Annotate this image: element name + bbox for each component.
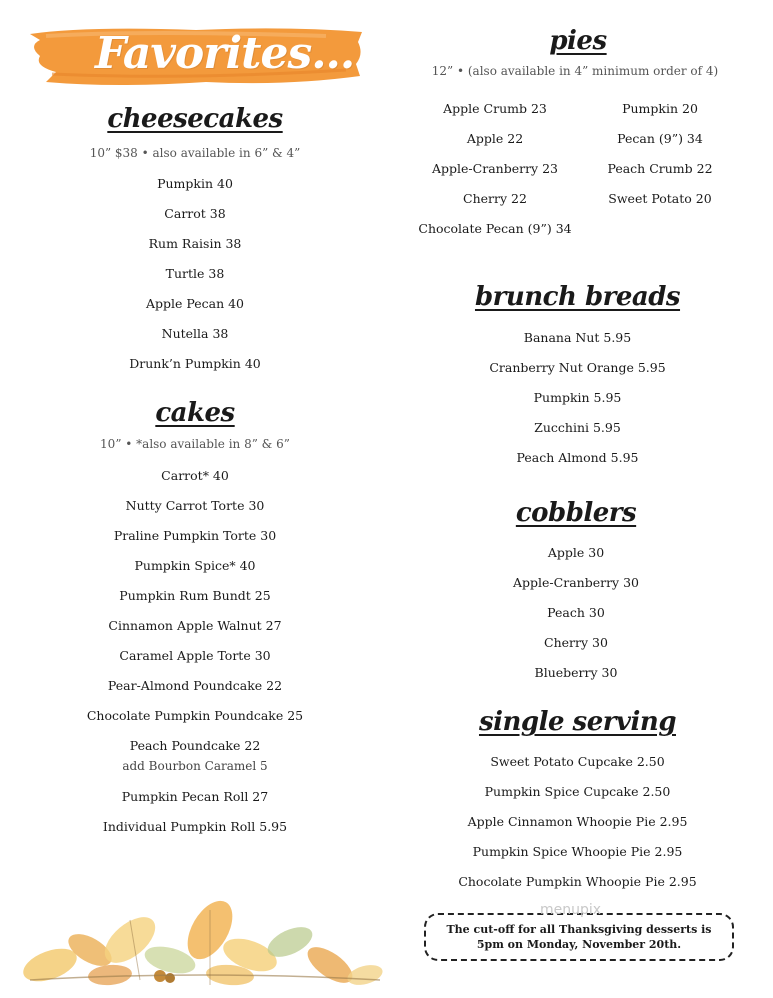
menu-item: Carrot* 40 bbox=[161, 468, 229, 483]
menu-item: Banana Nut 5.95 bbox=[523, 330, 632, 345]
menu-item: Sweet Potato Cupcake 2.50 bbox=[490, 754, 665, 769]
menu-item: Pumpkin Spice Whoopie Pie 2.95 bbox=[472, 844, 683, 859]
menu-item: Pumpkin Spice Cupcake 2.50 bbox=[484, 784, 671, 799]
pies-subtitle: 12” • (also available in 4” minimum order of 4) bbox=[431, 64, 719, 78]
menu-item: Cranberry Nut Orange 5.95 bbox=[489, 360, 666, 375]
menu-item: Chocolate Pecan (9”) 34 bbox=[418, 221, 572, 236]
single-serving-section bbox=[440, 707, 715, 737]
menu-item: Pumpkin 20 bbox=[622, 101, 698, 116]
thanksgiving-cutoff-notice bbox=[424, 913, 734, 961]
cheesecakes-subtitle: 10” $38 • also available in 6” & 4” bbox=[89, 146, 301, 160]
cakes-heading: cakes bbox=[155, 398, 235, 428]
menu-item: Peach Poundcake 22 bbox=[129, 738, 261, 753]
menu-item: Pecan (9”) 34 bbox=[617, 131, 703, 146]
menu-item: Peach 30 bbox=[547, 605, 605, 620]
menu-item: Apple 30 bbox=[547, 545, 605, 560]
menu-item: Chocolate Pumpkin Whoopie Pie 2.95 bbox=[458, 874, 697, 889]
menu-item: Apple-Cranberry 23 bbox=[432, 161, 558, 176]
menu-item: Caramel Apple Torte 30 bbox=[119, 648, 271, 663]
menu-item: Zucchini 5.95 bbox=[534, 420, 621, 435]
menu-item: Pumpkin 40 bbox=[157, 176, 233, 191]
menu-item: Cherry 22 bbox=[463, 191, 527, 206]
menu-item: Pumpkin Spice* 40 bbox=[134, 558, 256, 573]
pies-heading: pies bbox=[549, 26, 607, 56]
menu-title: Favorites... bbox=[95, 28, 355, 79]
cheesecakes-heading: cheesecakes bbox=[107, 104, 283, 134]
menu-item: Pumpkin Pecan Roll 27 bbox=[121, 789, 269, 804]
menu-item: Sweet Potato 20 bbox=[608, 191, 712, 206]
single-serving-heading: single serving bbox=[478, 707, 676, 737]
menu-item: Rum Raisin 38 bbox=[148, 236, 242, 251]
menu-item: Cinnamon Apple Walnut 27 bbox=[108, 618, 282, 633]
notice-line-1: The cut-off for all Thanksgiving desserts is bbox=[446, 923, 712, 936]
brunch-breads-heading: brunch breads bbox=[474, 282, 681, 312]
menu-item: Apple Pecan 40 bbox=[145, 296, 245, 311]
cheesecakes-section bbox=[95, 104, 295, 134]
cakes-section bbox=[95, 398, 295, 428]
cobblers-heading: cobblers bbox=[515, 498, 637, 528]
notice-line-2: 5pm on Monday, November 20th. bbox=[476, 938, 682, 951]
menu-item: Nutty Carrot Torte 30 bbox=[125, 498, 265, 513]
menu-item: Blueberry 30 bbox=[534, 665, 618, 680]
watermark-text: menupix bbox=[540, 902, 602, 918]
menu-item: Individual Pumpkin Roll 5.95 bbox=[102, 819, 288, 834]
autumn-leaves-illustration bbox=[10, 880, 390, 995]
menu-item: Apple Crumb 23 bbox=[443, 101, 547, 116]
menu-item: Nutella 38 bbox=[161, 326, 229, 341]
menu-item: Cherry 30 bbox=[544, 635, 608, 650]
menu-item: Peach Almond 5.95 bbox=[516, 450, 639, 465]
menu-item: Carrot 38 bbox=[164, 206, 226, 221]
menu-item: Pumpkin Rum Bundt 25 bbox=[119, 588, 271, 603]
cakes-subtitle: 10” • *also available in 8” & 6” bbox=[100, 437, 290, 451]
menu-item: Pumpkin 5.95 bbox=[533, 390, 622, 405]
brunch-breads-section bbox=[440, 282, 715, 312]
menu-item: Chocolate Pumpkin Poundcake 25 bbox=[86, 708, 304, 723]
menu-item: Turtle 38 bbox=[165, 266, 225, 281]
menu-item: Praline Pumpkin Torte 30 bbox=[113, 528, 277, 543]
pies-section bbox=[478, 26, 678, 56]
menu-item: Peach Crumb 22 bbox=[607, 161, 713, 176]
cakes-addon-note: add Bourbon Caramel 5 bbox=[122, 759, 268, 773]
menu-item: Drunk’n Pumpkin 40 bbox=[129, 356, 261, 371]
menu-item: Pear-Almond Poundcake 22 bbox=[107, 678, 283, 693]
cobblers-section bbox=[476, 498, 676, 528]
menu-item: Apple 22 bbox=[466, 131, 524, 146]
menu-item: Apple-Cranberry 30 bbox=[513, 575, 639, 590]
menu-item: Apple Cinnamon Whoopie Pie 2.95 bbox=[467, 814, 688, 829]
